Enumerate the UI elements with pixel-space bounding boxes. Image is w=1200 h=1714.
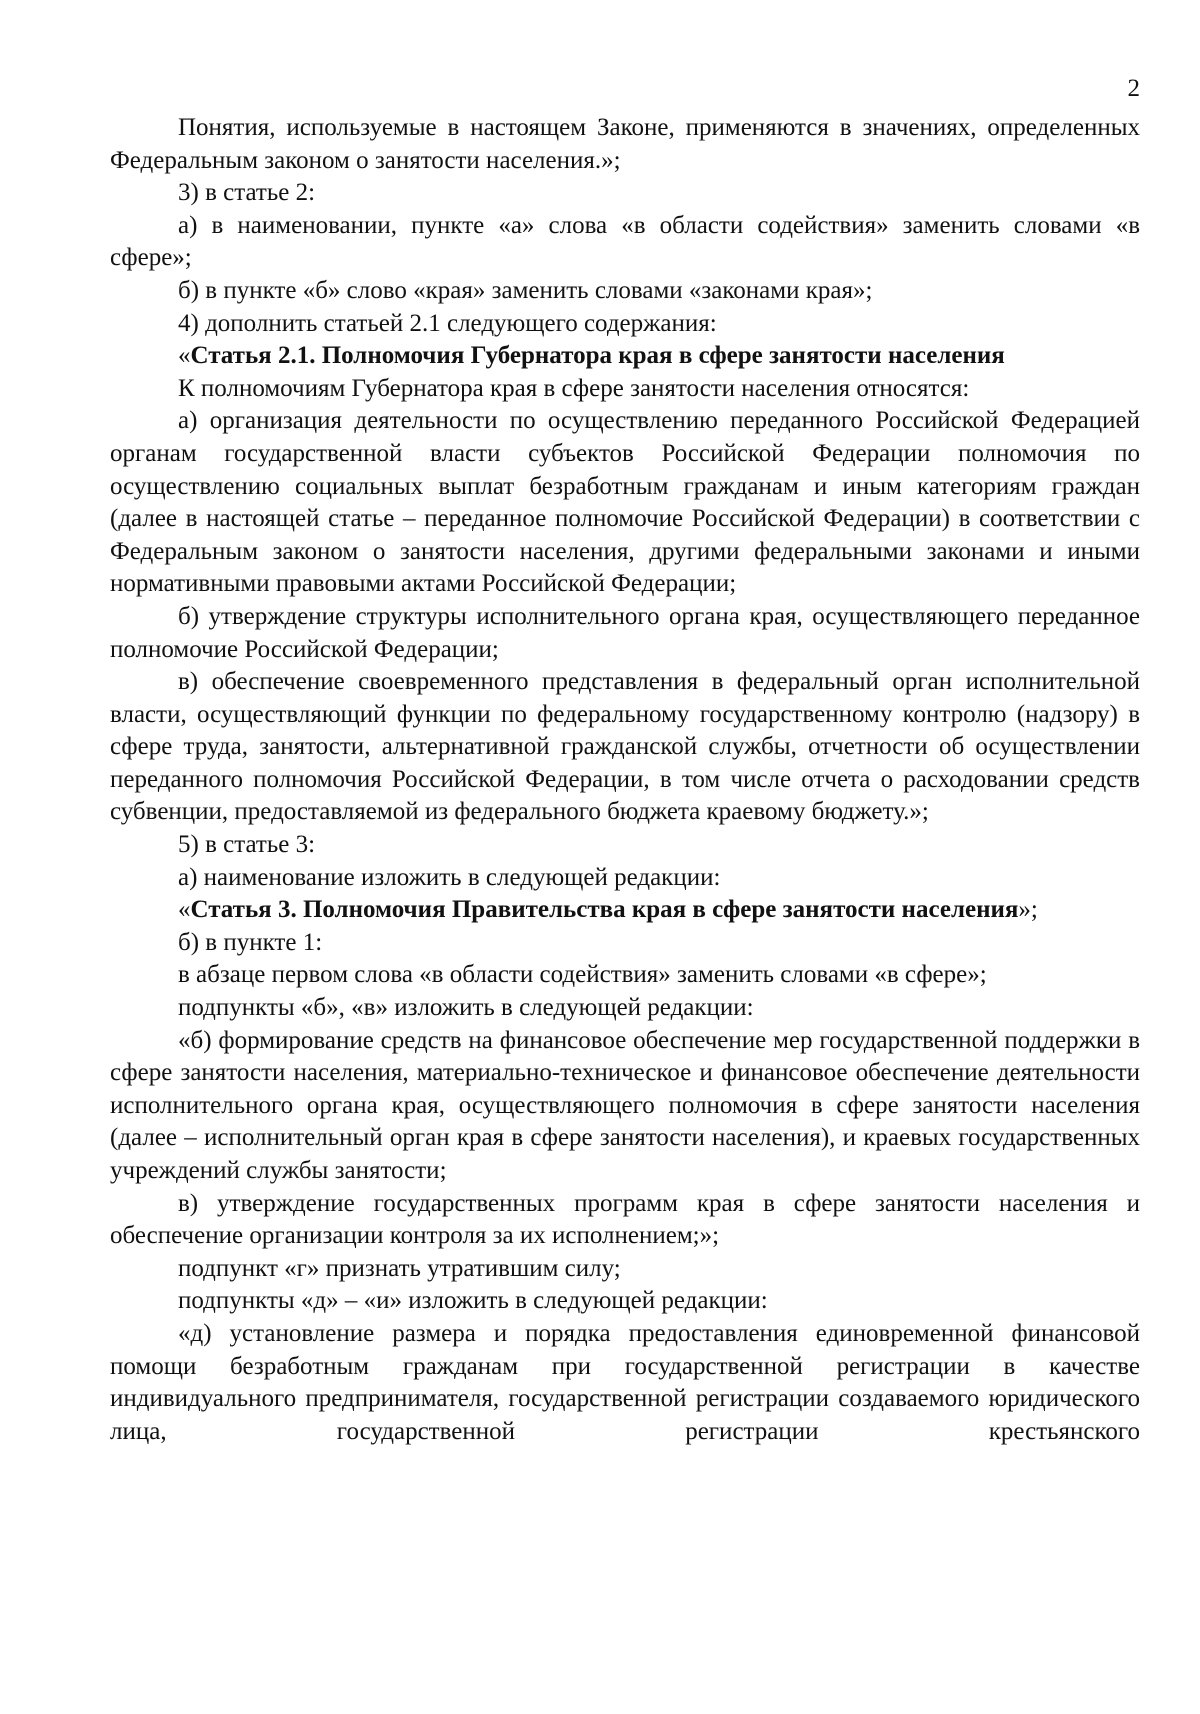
document-body [110,112,1140,1448]
paragraph-subitems-b-v: подпункты «б», «в» изложить в следующей редакции: [178,994,754,1022]
article-2-1-title: Статья 2.1. Полномочия Губернатора края в сфере занятости населения [190,342,1005,370]
paragraph-governor-powers-intro: К полномочиям Губернатора края в сфере занятости населения относятся: [178,374,970,402]
paragraph-item-3a: а) в наименовании, пункте «а» слова «в области содействия» заменить словами «в сфере»; [110,211,1140,272]
paragraph-item-5b: б) в пункте 1: [178,928,323,956]
paragraph-item-3: 3) в статье 2: [178,179,316,207]
quote-open: « [178,342,191,370]
paragraph-item-5: 5) в статье 3: [178,831,316,859]
article-3-heading [110,894,1140,927]
paragraph-subitem-v: в) утверждение государственных программ края в сфере занятости населения и обеспечение организации контроля за их исполнением;»; [110,1189,1140,1250]
page-number: 2 [1127,75,1140,102]
paragraph-first-abzac: в абзаце первом слова «в области содействия» заменить словами «в сфере»; [178,961,987,989]
paragraph-item-4: 4) дополнить статьей 2.1 следующего содержания: [178,309,717,337]
paragraph-governor-power-v: в) обеспечение своевременного представления в федеральный орган исполнительной власти, осуществляющий функции по федеральному государственному контролю (надзору) в сфере труда, занятости, альтернативной гражданской службы, отчетности об осуществлении переданного полномочия Российской Федерации, в том числе отчета о расходовании средств субвенции, предоставляемой из федерального бюджета краевому бюджету.»; [110,668,1140,826]
article-3-title: Статья 3. Полномочия Правительства края в сфере занятости населения [190,896,1019,924]
heading-suffix: »; [1018,896,1038,924]
paragraph-item-5a: а) наименование изложить в следующей редакции: [178,863,721,891]
paragraph-definitions: Понятия, используемые в настоящем Законе, применяются в значениях, определенных Федеральным законом о занятости населения.»; [110,114,1140,174]
paragraph-governor-power-a: а) организация деятельности по осуществлению переданного Российской Федерацией органам государственной власти субъектов Российской Федерации полномочия по осуществлению социальных выплат безработным гражданам и иным категориям граждан (далее в настоящей статье – переданное полномочие Российской Федерации) в соответствии с Федеральным законом о занятости населения, другими федеральными законами и иными нормативными правовыми актами Российской Федерации; [110,407,1140,598]
quote-open: « [178,896,191,924]
paragraph-governor-power-b: б) утверждение структуры исполнительного органа края, осуществляющего переданное полномочие Российской Федерации; [110,602,1140,663]
paragraph-subitems-d-i: подпункты «д» – «и» изложить в следующей редакции: [178,1287,768,1315]
paragraph-subitem-g: подпункт «г» признать утратившим силу; [178,1254,621,1282]
paragraph-subitem-b: «б) формирование средств на финансовое обеспечение мер государственной поддержки в сфере занятости населения, материально-техническое и финансовое обеспечение деятельности исполнительного органа края, осуществляющего полномочия в сфере занятости населения (далее – исполнительный орган края в сфере занятости населения), и краевых государственных учреждений службы занятости; [110,1026,1140,1184]
paragraph-subitem-d: «д) установление размера и порядка предоставления единовременной финансовой помощи безработным гражданам при государственной регистрации в качестве индивидуального предпринимателя, государственной регистрации создаваемого юридического лица, государственной регистрации крестьянского [110,1319,1140,1445]
paragraph-item-3b: б) в пункте «б» слово «края» заменить словами «законами края»; [178,276,873,304]
article-2-1-heading [110,340,1140,373]
